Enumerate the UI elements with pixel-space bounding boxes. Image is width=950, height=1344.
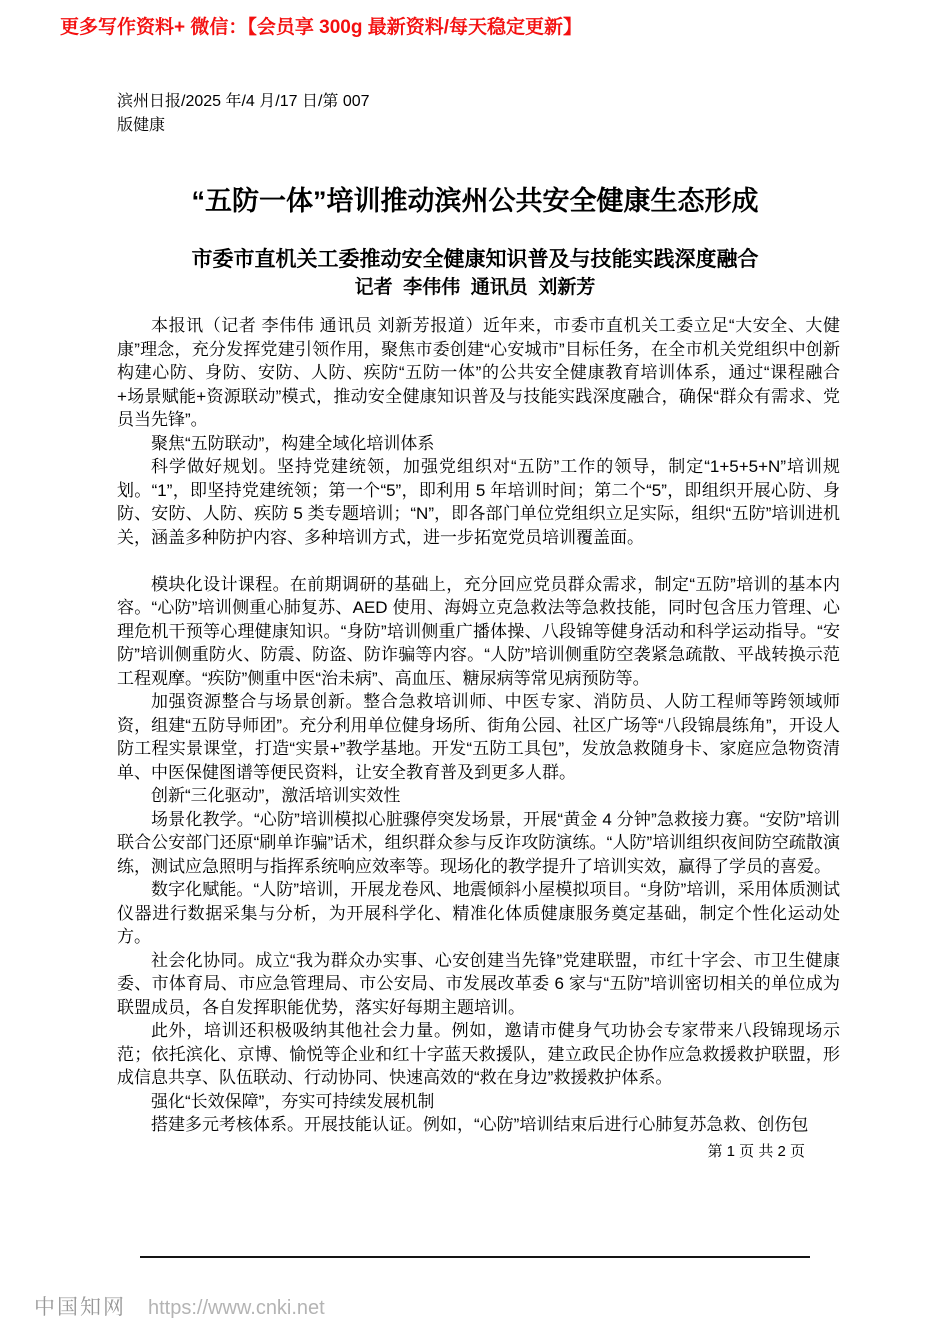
section-line: 版健康	[117, 117, 166, 134]
article-body	[117, 314, 840, 1137]
article-title: “五防一体”培训推动滨州公共安全健康生态形成	[191, 186, 759, 217]
source-line: 滨州日报/2025 年/4 月/17 日/第 007	[117, 93, 370, 110]
article-byline: 记者 李伟伟 通讯员 刘新芳	[354, 277, 596, 298]
article-paragraph: 聚焦“五防联动”，构建全域化培训体系	[151, 433, 435, 453]
article-paragraph: 加强资源整合与场景创新。整合急救培训师、中医专家、消防员、人防工程师等跨领域师资，组建“五防导师团”。充分利用单位健身场所、街角公园、社区广场等“八段锦晨练角”，开设人防工程实景课堂，打造“实景+”教学基地。开发“五防工具包”，发放急救随身卡、家庭应急物资清单、中医保健图谱等便民资料，让安全教育普及到更多人群。	[117, 692, 840, 782]
article-paragraph: 搭建多元考核体系。开展技能认证。例如，“心防”培训结束后进行心肺复苏急救、创伤包	[151, 1115, 809, 1134]
article-paragraph: 强化“长效保障”，夯实可持续发展机制	[151, 1091, 435, 1111]
cnki-logo-text: 中国知网	[34, 1296, 126, 1319]
article-paragraph: 本报讯（记者 李伟伟 通讯员 刘新芳报道）近年来，市委市直机关工委立足“大安全、大健康”理念，充分发挥党建引领作用，聚焦市委创建“心安城市”目标任务，在全市机关党组织中创新构建心防、身防、安防、人防、疾防“五防一体”的公共安全健康教育培训体系，通过“课程融合+场景赋能+资源联动”模式，推动安全健康知识普及与技能实践深度融合，确保“群众有需求、党员当先锋”。	[117, 316, 840, 429]
promo-banner: 更多写作资料+ 微信：【会员享 300g 最新资料/每天稳定更新】	[60, 17, 583, 38]
footer-divider-line	[140, 1256, 810, 1258]
article-paragraph: 科学做好规划。坚持党建统领，加强党组织对“五防”工作的领导，制定“1+5+5+N”培训规划。“1”，即坚持党建统领；第一个“5”，即利用 5 年培训时间；第二个“5”，即组织开展心防、身防、安防、人防、疾防 5 类专题培训；“N”，即各部门单位党组织立足实际，组织“五防”培训进机关，涵盖多种防护内容、多种培训方式，进一步拓宽党员培训覆盖面。	[117, 457, 840, 547]
page-number: 第 1 页 共 2 页	[707, 1143, 805, 1160]
article-paragraph: 模块化设计课程。在前期调研的基础上，充分回应党员群众需求，制定“五防”培训的基本内容。“心防”培训侧重心肺复苏、AED 使用、海姆立克急救法等急救技能，同时包含压力管理、心理危机干预等心理健康知识。“身防”培训侧重广播体操、八段锦等健身活动和科学运动指导。“安防”培训侧重防火、防震、防盗、防诈骗等内容。“人防”培训侧重防空袭紧急疏散、平战转换示范工程观摩。“疾防”侧重中医“治未病”、高血压、糖尿病等常见病预防等。	[117, 574, 840, 688]
source-info	[117, 90, 370, 138]
article-paragraph: 数字化赋能。“人防”培训，开展龙卷风、地震倾斜小屋模拟项目。“身防”培训，采用体质测试仪器进行数据采集与分析，为开展科学化、精准化体质健康服务奠定基础，制定个性化运动处方。	[117, 880, 840, 946]
article-paragraph: 社会化协同。成立“我为群众办实事、心安创建当先锋”党建联盟，市红十字会、市卫生健康委、市体育局、市应急管理局、市公安局、市发展改革委 6 家与“五防”培训密切相关的单位成为联盟成员，各自发挥职能优势，落实好每期主题培训。	[117, 950, 840, 1017]
article-subtitle: 市委市直机关工委推动安全健康知识普及与技能实践深度融合	[191, 248, 759, 272]
article-paragraph: 场景化教学。“心防”培训模拟心脏骤停突发场景，开展“黄金 4 分钟”急救接力赛。“安防”培训联合公安部门还原“刷单诈骗”话术，组织群众参与反诈攻防演练。“人防”培训组织夜间防空疏散演练，测试应急照明与指挥系统响应效率等。现场化的教学提升了培训实效，赢得了学员的喜爱。	[117, 809, 840, 876]
cnki-url-text: https://www.cnki.net	[148, 1297, 325, 1319]
article-paragraph: 此外，培训还积极吸纳其他社会力量。例如，邀请市健身气功协会专家带来八段锦现场示范；依托滨化、京博、愉悦等企业和红十字蓝天救援队，建立政民企协作应急救援救护联盟，形成信息共享、队伍联动、行动协同、快速高效的“救在身边”救援救护体系。	[117, 1021, 840, 1087]
article-paragraph: 创新“三化驱动”，激活培训实效性	[151, 786, 401, 805]
cnki-watermark	[34, 1291, 325, 1321]
